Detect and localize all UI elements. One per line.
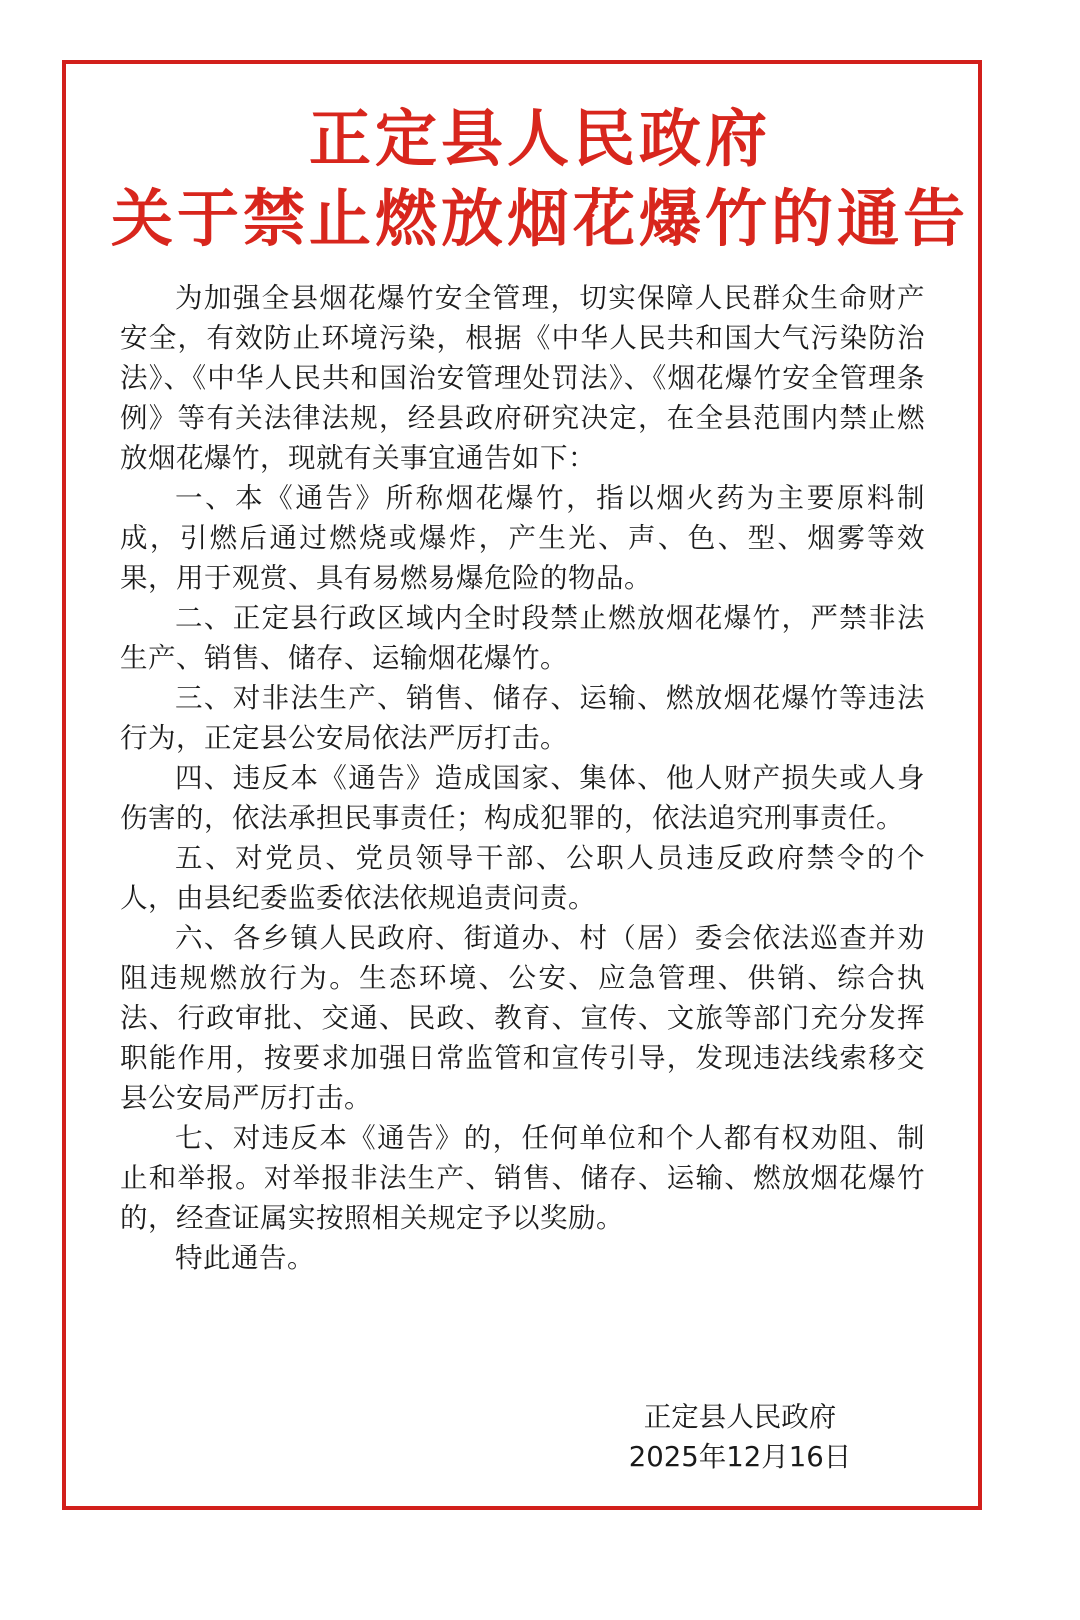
article-5-paragraph: 五、对党员、党员领导干部、公职人员违反政府禁令的个人，由县纪委监委依法依规追责问责。 (120, 842, 925, 914)
notice-body (120, 278, 925, 1278)
notice-title-subject: 关于禁止燃放烟花爆竹的通告 (110, 182, 969, 255)
signature-organization: 正定县人民政府 (643, 1401, 837, 1433)
article-4-paragraph: 四、违反本《通告》造成国家、集体、他人财产损失或人身伤害的，依法承担民事责任；构成犯罪的，依法追究刑事责任。 (120, 762, 925, 834)
article-6-paragraph: 六、各乡镇人民政府、街道办、村（居）委会依法巡查并劝阻违规燃放行为。生态环境、公安、应急管理、供销、综合执法、行政审批、交通、民政、教育、宣传、文旅等部门充分发挥职能作用，按要求加强日常监管和宣传引导，发现违法线索移交县公安局严厉打击。 (120, 922, 925, 1114)
article-2-paragraph: 二、正定县行政区域内全时段禁止燃放烟花爆竹，严禁非法生产、销售、储存、运输烟花爆竹。 (120, 602, 925, 674)
closing-paragraph: 特此通告。 (175, 1242, 315, 1274)
notice-title-issuer: 正定县人民政府 (308, 102, 771, 175)
preamble-paragraph: 为加强全县烟花爆竹安全管理，切实保障人民群众生命财产安全，有效防止环境污染，根据《中华人民共和国大气污染防治法》、《中华人民共和国治安管理处罚法》、《烟花爆竹安全管理条例》等有关法律法规，经县政府研究决定，在全县范围内禁止燃放烟花爆竹，现就有关事宜通告如下： (120, 282, 925, 474)
article-7-paragraph: 七、对违反本《通告》的，任何单位和个人都有权劝阻、制止和举报。对举报非法生产、销售、储存、运输、燃放烟花爆竹的，经查证属实按照相关规定予以奖励。 (120, 1122, 925, 1234)
article-1-paragraph: 一、本《通告》所称烟花爆竹，指以烟火药为主要原料制成，引燃后通过燃烧或爆炸，产生光、声、色、型、烟雾等效果，用于观赏、具有易燃易爆危险的物品。 (120, 482, 925, 594)
signature-date: 2025年12月16日 (628, 1441, 852, 1473)
article-3-paragraph: 三、对非法生产、销售、储存、运输、燃放烟花爆竹等违法行为，正定县公安局依法严厉打击。 (120, 682, 925, 754)
